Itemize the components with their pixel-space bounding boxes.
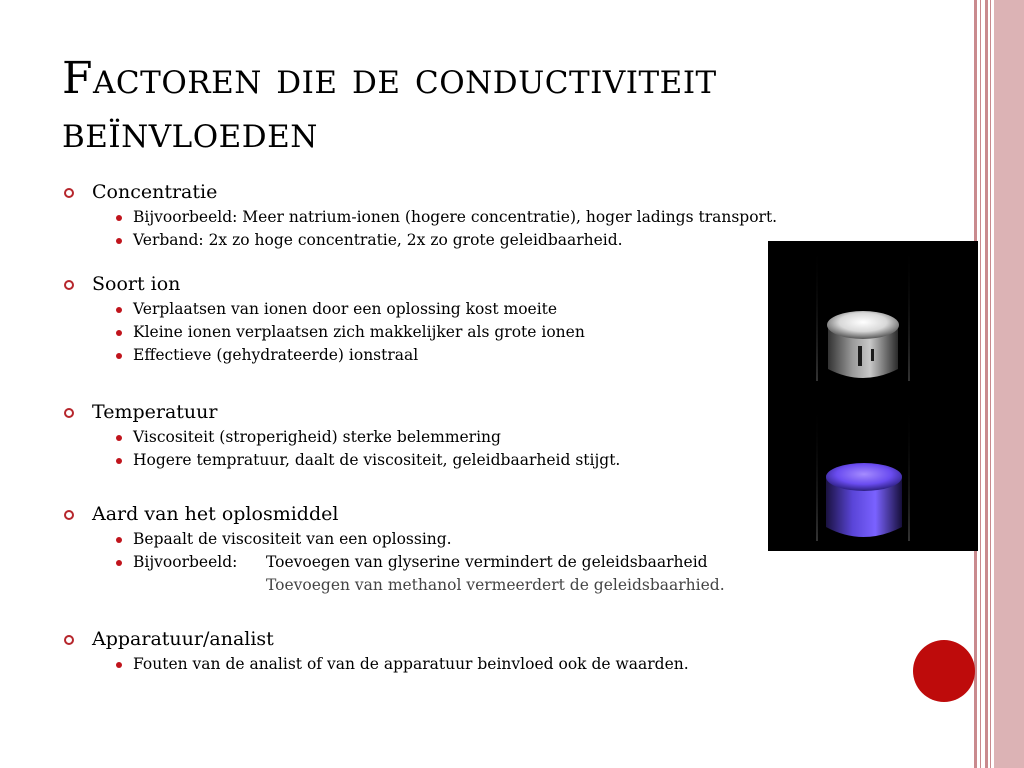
- heading-text: Soort ion: [92, 273, 181, 295]
- list-item: [62, 551, 802, 574]
- filled-dot-icon: [116, 215, 122, 221]
- filled-dot-icon: [116, 353, 122, 359]
- item-text: Bijvoorbeeld: Meer natrium-ionen (hogere concentratie), hoger ladings transport.: [133, 208, 778, 226]
- list-item: [62, 344, 802, 367]
- section-heading: [62, 500, 802, 528]
- section-heading: [62, 270, 802, 298]
- list-item: [62, 298, 802, 321]
- filled-dot-icon: [116, 560, 122, 566]
- decorative-stripes: [974, 0, 1024, 768]
- filled-dot-icon: [116, 537, 122, 543]
- example-continuation: Toevoegen van methanol vermeerdert de geleidsbaarhied.: [266, 576, 725, 594]
- filled-dot-icon: [116, 662, 122, 668]
- hollow-circle-icon: [64, 280, 74, 290]
- filled-dot-icon: [116, 238, 122, 244]
- section-concentratie: [62, 178, 802, 252]
- section-soort-ion: [62, 270, 802, 367]
- item-text: Fouten van de analist of van de apparatuur beinvloed ook de waarden.: [133, 655, 689, 673]
- item-text: Kleine ionen verplaatsen zich makkelijker als grote ionen: [133, 323, 585, 341]
- heading-text: Temperatuur: [92, 401, 218, 423]
- glowing-beakers-illustration: [768, 241, 978, 551]
- list-item: [62, 321, 802, 344]
- heading-text: Concentratie: [92, 181, 218, 203]
- item-text: Bepaalt de viscositeit van een oplossing.: [133, 530, 452, 548]
- slide-title: Factoren die de conductiviteit beïnvloeden: [62, 53, 717, 158]
- list-item: [62, 426, 802, 449]
- stripe: [994, 0, 1024, 768]
- heading-text: Apparatuur/analist: [92, 628, 274, 650]
- sub-list: [62, 206, 802, 252]
- filled-dot-icon: [116, 458, 122, 464]
- sub-list: [62, 298, 802, 367]
- slide-content: [62, 178, 802, 676]
- heading-text: Aard van het oplosmiddel: [92, 503, 339, 525]
- filled-dot-icon: [116, 330, 122, 336]
- item-text: Verband: 2x zo hoge concentratie, 2x zo grote geleidbaarheid.: [133, 231, 623, 249]
- hollow-circle-icon: [64, 188, 74, 198]
- section-temperatuur: [62, 398, 802, 472]
- decorative-red-circle: [913, 640, 975, 702]
- sub-list: [62, 426, 802, 472]
- sub-list: [62, 653, 802, 676]
- sub-list: [62, 528, 802, 574]
- beakers-photo: [768, 241, 978, 551]
- stripe: [990, 0, 991, 768]
- item-text: Effectieve (gehydrateerde) ionstraal: [133, 346, 419, 364]
- item-text: Verplaatsen van ionen door een oplossing kost moeite: [133, 300, 558, 318]
- hollow-circle-icon: [64, 510, 74, 520]
- item-text: Viscositeit (stroperigheid) sterke belemmering: [133, 428, 501, 446]
- list-item: [62, 528, 802, 551]
- example-line: Toevoegen van glyserine vermindert de geleidsbaarheid: [266, 553, 708, 571]
- section-heading: [62, 178, 802, 206]
- list-item: [62, 653, 802, 676]
- section-heading: [62, 625, 802, 653]
- list-item: [62, 449, 802, 472]
- example-label: Bijvoorbeeld:: [133, 553, 238, 571]
- item-text: Hogere tempratuur, daalt de viscositeit, geleidbaarheid stijgt.: [133, 451, 621, 469]
- section-heading: [62, 398, 802, 426]
- section-aard-oplosmiddel: [62, 500, 802, 597]
- section-apparatuur-analist: [62, 625, 802, 676]
- stripe: [980, 0, 981, 768]
- filled-dot-icon: [116, 307, 122, 313]
- hollow-circle-icon: [64, 635, 74, 645]
- filled-dot-icon: [116, 435, 122, 441]
- list-item: [62, 206, 802, 229]
- stripe: [985, 0, 988, 768]
- hollow-circle-icon: [64, 408, 74, 418]
- list-item: [62, 229, 802, 252]
